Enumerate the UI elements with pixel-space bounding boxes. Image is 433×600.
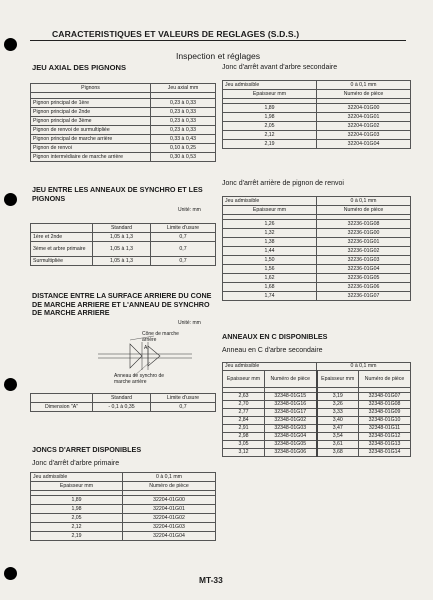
table-cell: 0,30 à 0,53: [151, 153, 216, 162]
table-header: Epaisseur mm: [223, 206, 317, 215]
table-cell: 32348-01G10: [359, 417, 411, 425]
table-cell: 0,7: [151, 403, 216, 412]
punch-hole: [4, 38, 17, 51]
table-cell: 2,12: [223, 131, 317, 140]
table-row: [223, 220, 411, 229]
table-cell: 1,38: [223, 238, 317, 247]
jeu-value: 0 à 0,1 mm: [317, 197, 411, 206]
table-row: [31, 242, 216, 257]
table-cell: 32348-01G13: [359, 441, 411, 449]
synchro-table: [30, 223, 216, 266]
anneaux-table: [222, 362, 411, 457]
table-row: [223, 229, 411, 238]
punch-hole: [4, 378, 17, 391]
table-cell: 1,05 à 1,3: [93, 257, 151, 266]
jonc-renvoi-title: Jonc d'arrêt arrière de pignon de renvoi: [222, 180, 344, 187]
table-cell: 1,62: [223, 274, 317, 283]
table-cell: 0,23 à 0,33: [151, 99, 216, 108]
table-cell: 32348-01G04: [265, 433, 317, 441]
table-cell: 3,12: [223, 449, 265, 457]
table-row: [223, 131, 411, 140]
anneaux-title: ANNEAUX EN C DISPONIBLES: [222, 332, 328, 341]
table-cell: 1ère et 2nde: [31, 233, 93, 242]
table-header: Limite d'usure: [151, 394, 216, 403]
table-header: Standard: [93, 394, 151, 403]
pignons-table: [30, 83, 216, 162]
table-row: [31, 233, 216, 242]
table-cell: [31, 394, 93, 403]
table-row: [31, 523, 216, 532]
table-row: [31, 505, 216, 514]
table-header: Numéro de pièce: [317, 206, 411, 215]
table-row: [223, 274, 411, 283]
table-cell: Pignon principal de marche arrière: [31, 135, 151, 144]
table-row: [223, 265, 411, 274]
table-cell: 3,26: [317, 401, 359, 409]
table-cell: Pignon principal de 3ème: [31, 117, 151, 126]
table-cell: 32348-01G14: [359, 449, 411, 457]
table-cell: 32348-01G11: [359, 425, 411, 433]
table-cell: Surmultipliée: [31, 257, 93, 266]
title-rule: [30, 40, 406, 41]
synchro-title: JEU ENTRE LES ANNEAUX DE SYNCHRO ET LES PIGNONS: [32, 185, 203, 203]
table-cell: 0,33 à 0,43: [151, 135, 216, 144]
table-cell: 32348-01G02: [265, 417, 317, 425]
table-cell: 2,91: [223, 425, 265, 433]
table-row: [223, 283, 411, 292]
table-header: Jeu axial mm: [151, 84, 216, 93]
table-row: [223, 417, 411, 425]
table-cell: 32348-01G12: [359, 433, 411, 441]
jonc-avant-title: Jonc d'arrêt avant d'arbre secondaire: [222, 64, 338, 71]
table-cell: 32204-01G00: [123, 496, 216, 505]
table-cell: 0,7: [151, 257, 216, 266]
table-header: Epaisseur mm: [223, 90, 317, 99]
table-cell: 2,63: [223, 393, 265, 401]
table-cell: 32348-01G17: [265, 409, 317, 417]
table-header: Epaisseur mm: [223, 371, 265, 388]
table-cell: 32348-01G03: [265, 425, 317, 433]
table-header: Epaisseur mm: [31, 482, 123, 491]
table-cell: 1,89: [31, 496, 123, 505]
table-cell: 32348-01G15: [265, 393, 317, 401]
table-row: [223, 113, 411, 122]
table-row: [31, 99, 216, 108]
table-cell: 0,7: [151, 233, 216, 242]
punch-hole: [4, 567, 17, 580]
table-cell: 2,77: [223, 409, 265, 417]
label-cone: Cône de marche arrière: [142, 331, 179, 343]
table-cell: - 0,1 à 0,35: [93, 403, 151, 412]
table-row: [223, 433, 411, 441]
table-row: [31, 126, 216, 135]
table-header: Pignons: [31, 84, 151, 93]
table-row: [223, 256, 411, 265]
table-cell: 3ème et arbre primaire: [31, 242, 93, 257]
table-cell: 0,23 à 0,33: [151, 117, 216, 126]
table-cell: 32236-01G08: [317, 220, 411, 229]
table-cell: 32236-01G00: [317, 229, 411, 238]
synchro-unit: Unité: mm: [178, 207, 201, 213]
table-cell: 0,7: [151, 242, 216, 257]
table-header: Epaisseur mm: [317, 371, 359, 388]
table-cell: 1,98: [223, 113, 317, 122]
table-cell: 1,32: [223, 229, 317, 238]
table-cell: 2,84: [223, 417, 265, 425]
table-row: [223, 449, 411, 457]
table-cell: 1,26: [223, 220, 317, 229]
table-cell: 3,05: [223, 441, 265, 449]
table-cell: 3,47: [317, 425, 359, 433]
table-cell: 2,19: [223, 140, 317, 149]
table-header: Numéro de pièce: [265, 371, 317, 388]
table-cell: 32348-01G05: [265, 441, 317, 449]
page-title: CARACTERISTIQUES ET VALEURS DE REGLAGES (S.D.S.): [52, 29, 300, 39]
table-cell: Pignon de renvoi: [31, 144, 151, 153]
table-cell: 32204-01G02: [317, 122, 411, 131]
table-cell: 32236-01G04: [317, 265, 411, 274]
table-row: [31, 117, 216, 126]
table-row: [223, 393, 411, 401]
table-cell: 3,40: [317, 417, 359, 425]
table-cell: 3,68: [317, 449, 359, 457]
table-cell: 0,10 à 0,25: [151, 144, 216, 153]
table-cell: Dimension "A": [31, 403, 93, 412]
table-cell: Pignon principal de 2nde: [31, 108, 151, 117]
distance-unit: Unité: mm: [178, 320, 201, 326]
jonc-avant-table: [222, 80, 411, 149]
table-cell: Pignon intermédiaire de marche arrière: [31, 153, 151, 162]
table-cell: 1,05 à 1,3: [93, 233, 151, 242]
table-cell: [31, 224, 93, 233]
table-row: [223, 140, 411, 149]
table-cell: 2,12: [31, 523, 123, 532]
table-cell: 3,19: [317, 393, 359, 401]
table-cell: 32204-01G01: [123, 505, 216, 514]
jeu-label: Jeu admissible: [223, 363, 317, 371]
table-row: [223, 238, 411, 247]
table-cell: 32236-01G05: [317, 274, 411, 283]
jeu-value: 0 à 0,1 mm: [317, 363, 411, 371]
table-row: [223, 292, 411, 301]
table-cell: 2,70: [223, 401, 265, 409]
page-number: MT-33: [199, 575, 223, 585]
joncs-subtitle: Jonc d'arrêt d'arbre primaire: [32, 460, 120, 467]
joncs-table: [30, 472, 216, 541]
jeu-value: 0 à 0,1 mm: [123, 473, 216, 482]
table-row: [31, 153, 216, 162]
table-row: [31, 144, 216, 153]
table-cell: 32236-01G06: [317, 283, 411, 292]
table-row: [31, 514, 216, 523]
table-cell: 32348-01G08: [359, 401, 411, 409]
table-cell: 32204-01G03: [317, 131, 411, 140]
table-row: [31, 496, 216, 505]
table-row: [223, 401, 411, 409]
table-cell: Pignon de renvoi de surmultipliée: [31, 126, 151, 135]
table-row: [223, 441, 411, 449]
table-cell: 32236-01G07: [317, 292, 411, 301]
table-row: [31, 403, 216, 412]
table-header: Standard: [93, 224, 151, 233]
table-cell: 32236-01G03: [317, 256, 411, 265]
table-cell: 32348-01G09: [359, 409, 411, 417]
table-cell: 32236-01G01: [317, 238, 411, 247]
table-cell: 1,89: [223, 104, 317, 113]
table-cell: 32204-01G00: [317, 104, 411, 113]
pignons-title: JEU AXIAL DES PIGNONS: [32, 63, 127, 72]
table-cell: 1,50: [223, 256, 317, 265]
jonc-renvoi-table: [222, 196, 411, 301]
table-cell: 32204-01G03: [123, 523, 216, 532]
table-cell: 3,54: [317, 433, 359, 441]
table-cell: Pignon principal de 1ère: [31, 99, 151, 108]
table-cell: 3,61: [317, 441, 359, 449]
distance-table: [30, 393, 216, 412]
table-cell: 32204-01G01: [317, 113, 411, 122]
table-cell: 32348-01G07: [359, 393, 411, 401]
table-cell: 2,05: [31, 514, 123, 523]
table-row: [31, 135, 216, 144]
table-row: [31, 108, 216, 117]
table-row: [223, 247, 411, 256]
table-header: Numéro de pièce: [317, 90, 411, 99]
label-anneau: Anneau de synchro de marche arrière: [114, 373, 165, 385]
table-cell: 0,23 à 0,33: [151, 126, 216, 135]
table-cell: 32204-01G02: [123, 514, 216, 523]
table-cell: 0,23 à 0,33: [151, 108, 216, 117]
table-header: Numéro de pièce: [359, 371, 411, 388]
table-cell: 1,44: [223, 247, 317, 256]
section-subtitle: Inspection et réglages: [176, 51, 261, 61]
table-row: [31, 532, 216, 541]
table-row: [223, 425, 411, 433]
table-cell: 1,05 à 1,3: [93, 242, 151, 257]
table-cell: 3,33: [317, 409, 359, 417]
table-cell: 32348-01G06: [265, 449, 317, 457]
table-cell: 2,98: [223, 433, 265, 441]
table-row: [223, 122, 411, 131]
label-a: A: [144, 345, 148, 351]
table-cell: 1,74: [223, 292, 317, 301]
jeu-label: Jeu admissible: [31, 473, 123, 482]
table-row: [223, 104, 411, 113]
table-header: Limite d'usure: [151, 224, 216, 233]
jeu-label: Jeu admissible: [223, 197, 317, 206]
table-cell: 1,56: [223, 265, 317, 274]
jeu-label: Jeu admissible: [223, 81, 317, 90]
joncs-title: JONCS D'ARRET DISPONIBLES: [32, 445, 142, 454]
distance-title: DISTANCE ENTRE LA SURFACE ARRIERE DU CONE DE MARCHE ARRIERE ET L'ANNEAU DE SYNCHRO DE MARCHE ARRIERE: [32, 291, 212, 317]
table-cell: 32204-01G04: [123, 532, 216, 541]
anneaux-subtitle: Anneau en C d'arbre secondaire: [222, 347, 323, 354]
table-row: [223, 409, 411, 417]
table-cell: 1,98: [31, 505, 123, 514]
punch-hole: [4, 193, 17, 206]
table-cell: 32236-01G02: [317, 247, 411, 256]
table-cell: 32348-01G16: [265, 401, 317, 409]
table-cell: 2,19: [31, 532, 123, 541]
table-cell: 1,68: [223, 283, 317, 292]
table-cell: 2,05: [223, 122, 317, 131]
jeu-value: 0 à 0,1 mm: [317, 81, 411, 90]
table-row: [31, 257, 216, 266]
table-header: Numéro de pièce: [123, 482, 216, 491]
table-cell: 32204-01G04: [317, 140, 411, 149]
